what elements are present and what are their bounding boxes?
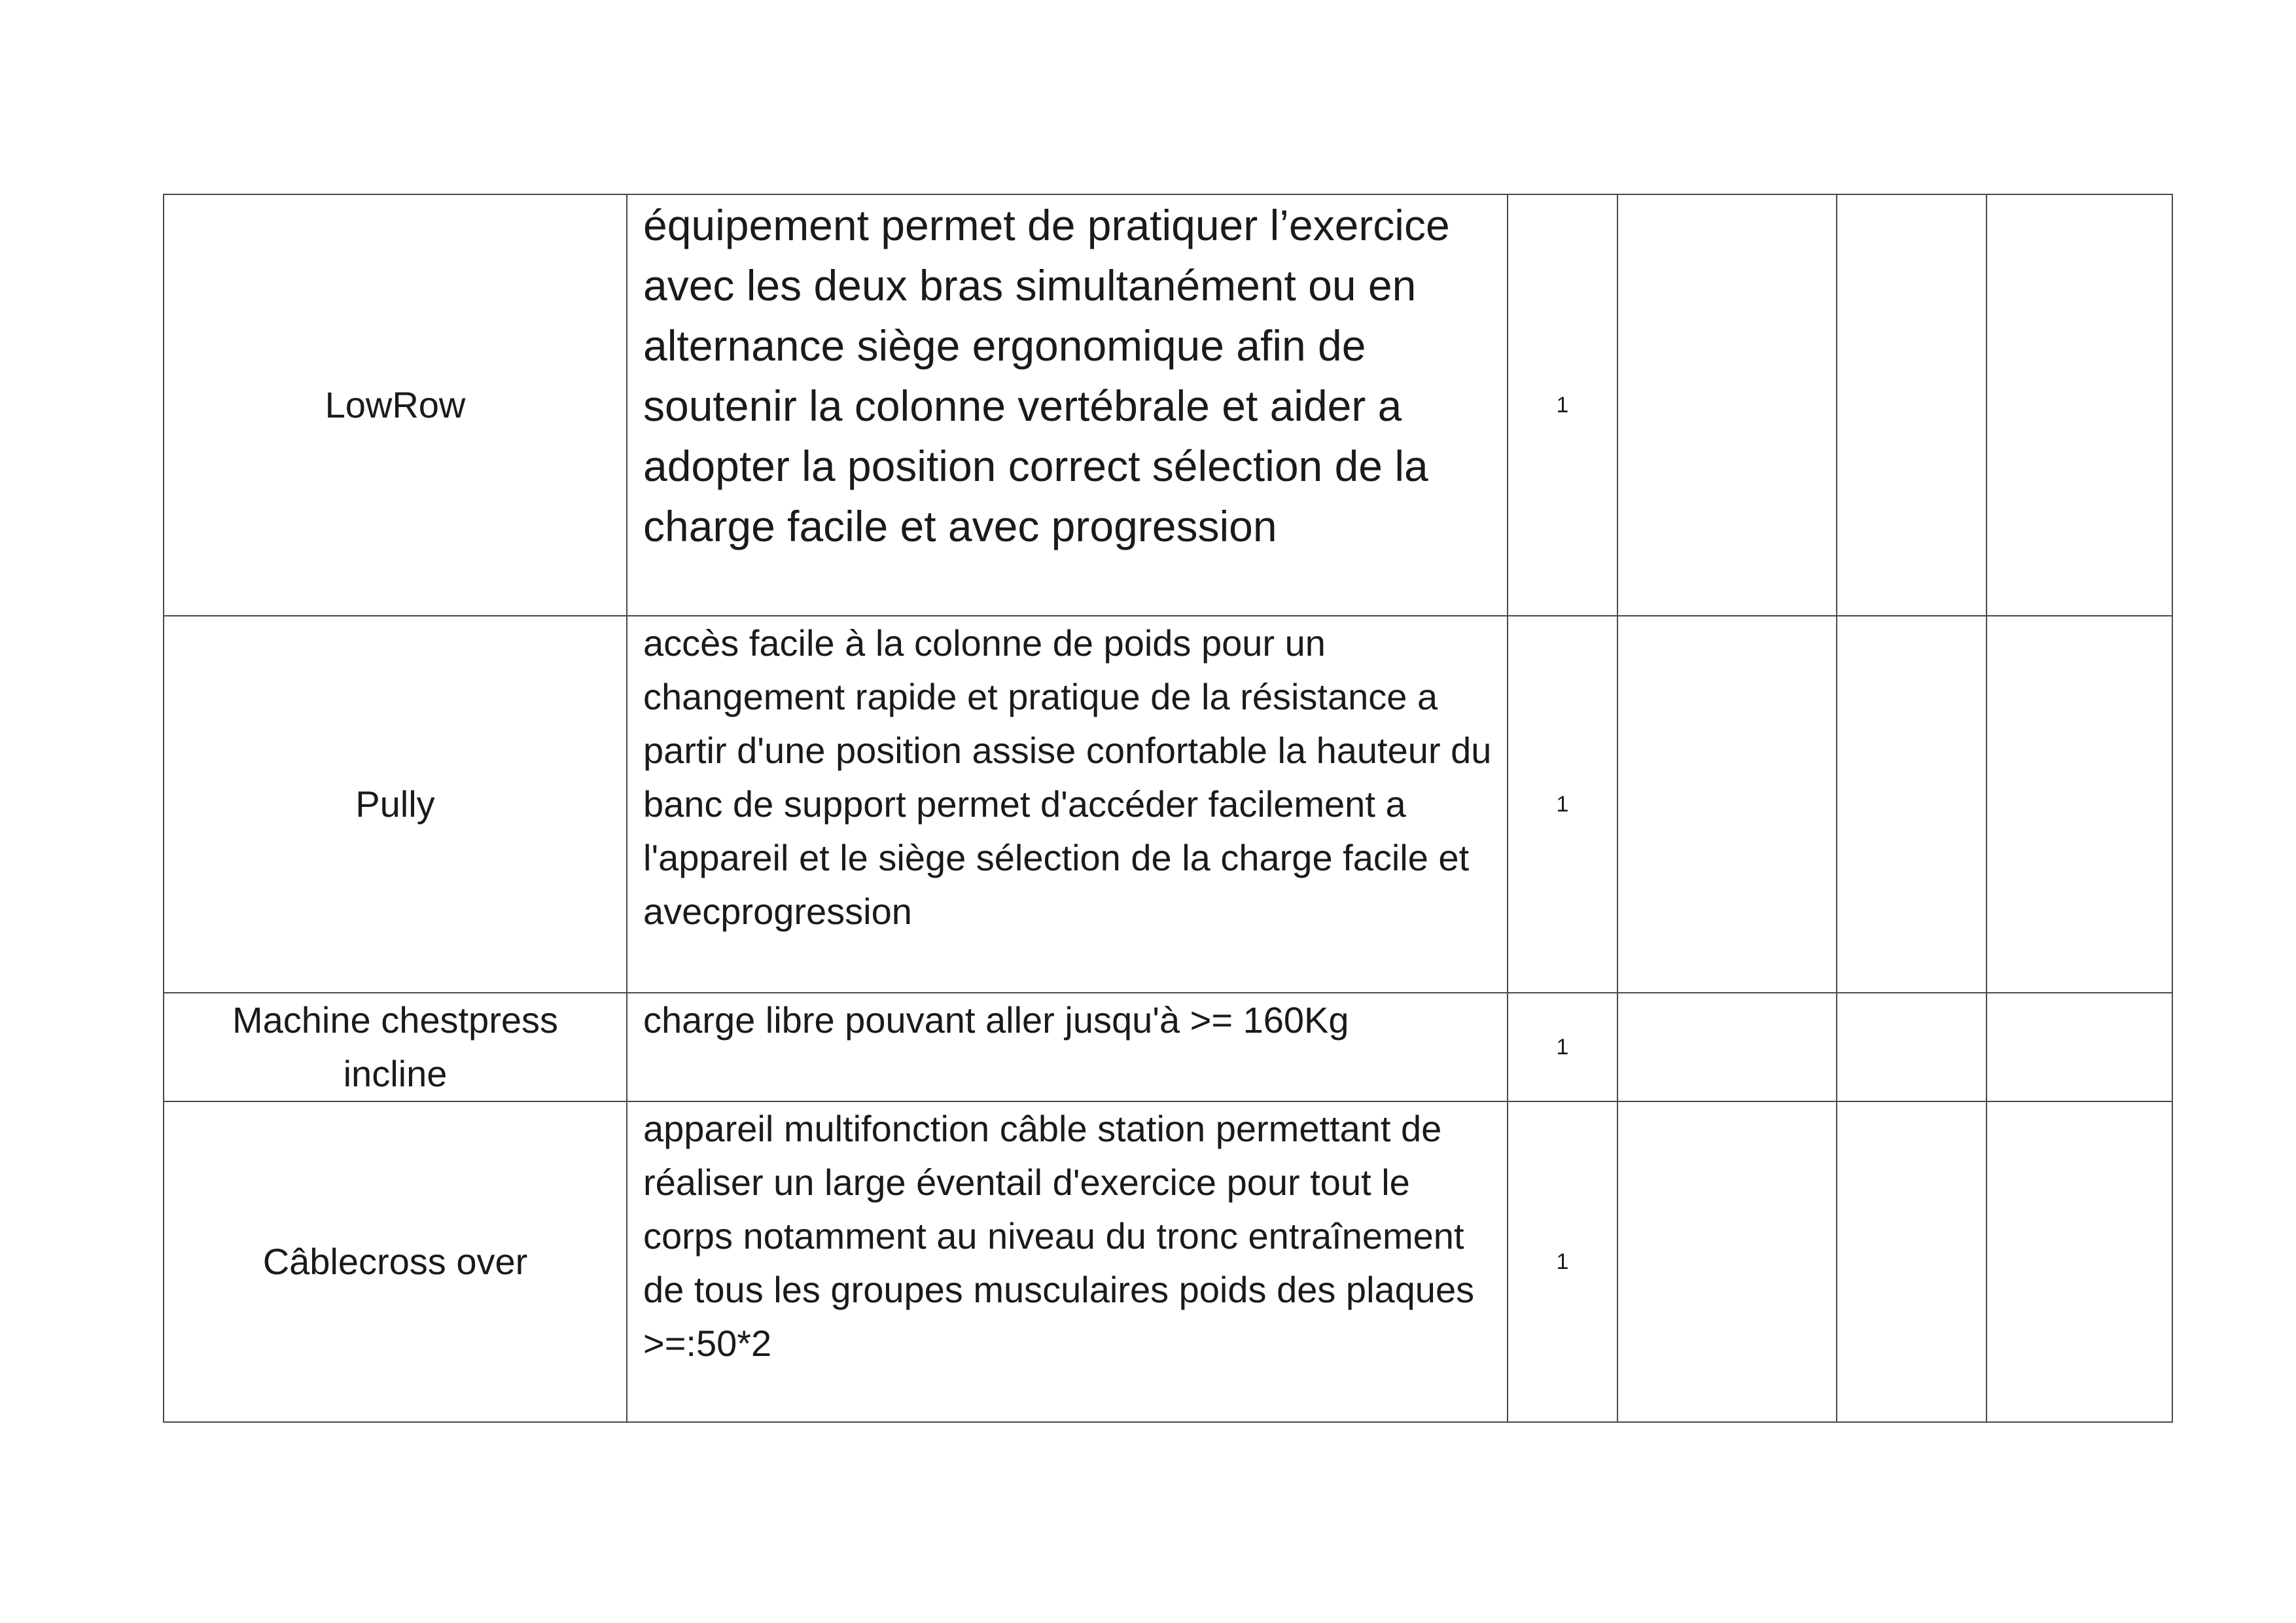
table-row — [164, 1101, 2172, 1422]
empty-cell — [1987, 194, 2172, 616]
empty-cell — [1837, 616, 1987, 993]
quantity-cell — [1508, 993, 1617, 1101]
equipment-name: Pully — [355, 783, 435, 825]
empty-cell — [1617, 616, 1837, 993]
equipment-description: charge libre pouvant aller jusqu'à >= 160Kg — [643, 999, 1349, 1041]
equipment-name: Machine chestpress incline — [232, 999, 558, 1094]
equipment-description: équipement permet de pratiquer l’exercice avec les deux bras simultanément ou en alternance siège ergonomique afin de soutenir la colonne vertébrale et aider a adopter la position correct sélection de la charge facile et avec progression — [643, 201, 1450, 550]
empty-cell — [1987, 1101, 2172, 1422]
equipment-table — [163, 194, 2173, 1423]
empty-cell — [1837, 194, 1987, 616]
quantity-value: 1 — [1556, 1249, 1569, 1274]
empty-cell — [1837, 993, 1987, 1101]
equipment-description-cell — [627, 993, 1508, 1101]
table-row — [164, 616, 2172, 993]
empty-cell — [1987, 993, 2172, 1101]
equipment-name: Câblecross over — [262, 1241, 528, 1282]
empty-cell — [1617, 1101, 1837, 1422]
quantity-cell — [1508, 616, 1617, 993]
quantity-cell — [1508, 1101, 1617, 1422]
empty-cell — [1987, 616, 2172, 993]
equipment-name-cell — [164, 194, 627, 616]
equipment-description: appareil multifonction câble station permettant de réaliser un large éventail d'exercice pour tout le corps notamment au niveau du tronc entraînement de tous les groupes musculaires poids des plaques >=:50*2 — [643, 1108, 1475, 1364]
empty-cell — [1617, 194, 1837, 616]
equipment-description: accès facile à la colonne de poids pour un changement rapide et pratique de la résistance a partir d'une position assise confortable la hauteur du banc de support permet d'accéder facilement a l'appareil et le siège sélection de la charge facile et avecprogression — [643, 622, 1492, 932]
equipment-description-cell — [627, 194, 1508, 616]
equipment-name-cell — [164, 616, 627, 993]
quantity-value: 1 — [1556, 392, 1569, 418]
equipment-name-cell — [164, 993, 627, 1101]
quantity-cell — [1508, 194, 1617, 616]
equipment-name: LowRow — [325, 384, 466, 425]
table-row — [164, 194, 2172, 616]
quantity-value: 1 — [1556, 1034, 1569, 1060]
equipment-description-cell — [627, 616, 1508, 993]
quantity-value: 1 — [1556, 791, 1569, 817]
empty-cell — [1837, 1101, 1987, 1422]
equipment-description-cell — [627, 1101, 1508, 1422]
table-row — [164, 993, 2172, 1101]
empty-cell — [1617, 993, 1837, 1101]
equipment-name-cell — [164, 1101, 627, 1422]
